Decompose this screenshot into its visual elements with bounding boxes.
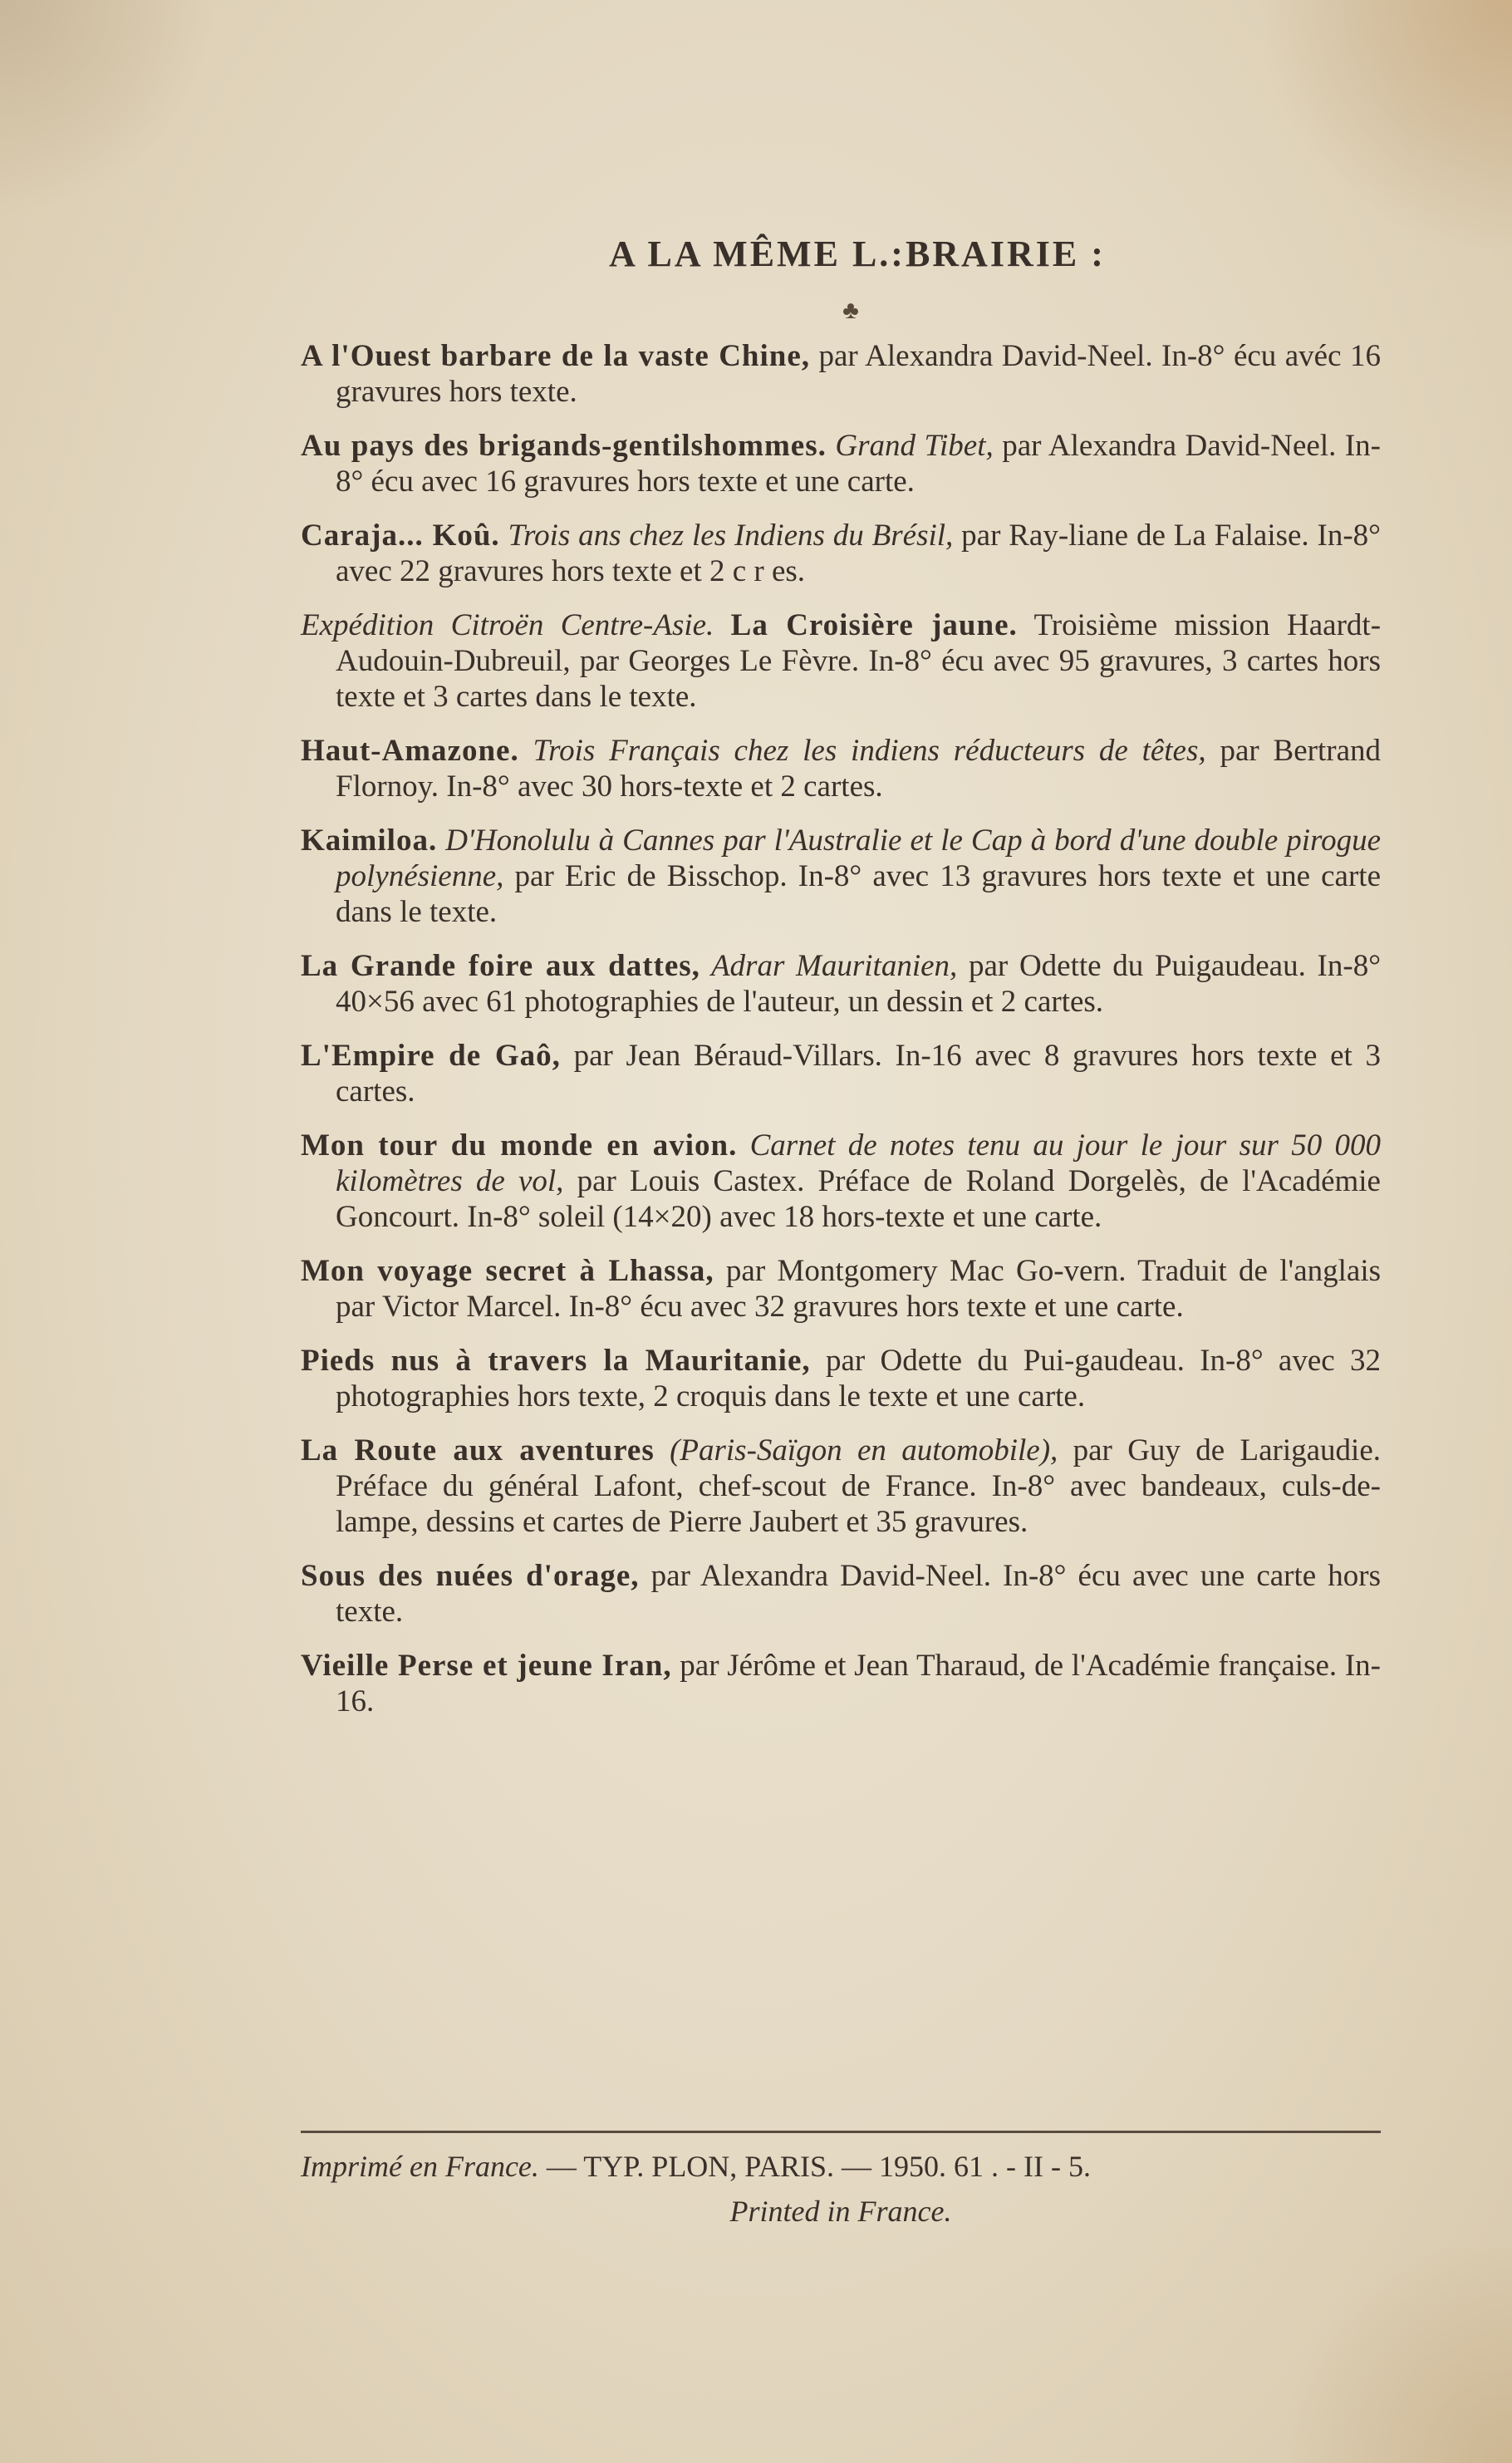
book-title: La Grande foire aux dattes,	[301, 949, 700, 983]
book-details: Troisième mission Haardt-Audouin-Dubreuil, par Georges Le Fèvre. In-8° écu avec 95 gravures, 3 cartes hors texte et 3 cartes dans le texte.	[336, 608, 1382, 714]
book-subtitle: Trois Français chez les indiens réducteurs de têtes,	[518, 734, 1206, 768]
book-entry	[301, 1433, 1381, 1540]
book-details: par Louis Castex. Préface de Roland Dorgelès, de l'Académie Goncourt. In-8° soleil (14×20) avec 18 hors-texte et une carte.	[336, 1164, 1381, 1234]
book-entry	[301, 1343, 1381, 1414]
book-details: par Alexandra David-Neel. In-8° écu avec une carte hors texte.	[336, 1559, 1381, 1629]
book-subtitle: D'Honolulu à Cannes par l'Australie et le Cap à bord d'une double pirogue polynésienne,	[336, 823, 1381, 893]
book-title: La Route aux aventures	[301, 1433, 655, 1467]
book-entry	[301, 1038, 1381, 1109]
book-details: par Jérôme et Jean Tharaud, de l'Académie française. In-16.	[336, 1649, 1382, 1718]
book-entry	[301, 1558, 1381, 1630]
book-subtitle: Adrar Mauritanien,	[700, 949, 958, 983]
page-heading: A LA MÊME L.:BRAIRIE :	[609, 234, 1106, 274]
book-title: Vieille Perse et jeune Iran,	[301, 1649, 672, 1683]
printer-imprint	[301, 2149, 1381, 2184]
book-title: La Croisière jaune.	[730, 608, 1018, 642]
book-title: Mon voyage secret à Lhassa,	[301, 1254, 714, 1288]
paper-stain-bottom-right	[1263, 2247, 1512, 2463]
book-details: par Odette du Puigaudeau. In-8° 40×56 avec 61 photographies de l'auteur, un dessin et 2 cartes.	[336, 949, 1381, 1019]
book-title: A l'Ouest barbare de la vaste Chine,	[301, 339, 811, 373]
printed-in-france: Printed in France.	[729, 2195, 952, 2228]
book-title: Mon tour du monde en avion.	[301, 1128, 738, 1163]
imprint-country: Imprimé en France.	[301, 2150, 539, 2183]
footer-divider	[301, 2131, 1381, 2133]
book-details: par Alexandra David-Neel. In-8° écu avéc 16 gravures hors texte.	[336, 339, 1381, 409]
book-entry	[301, 518, 1381, 589]
book-details: par Ray-liane de La Falaise. In-8° avec 22 gravures hors texte et 2 c r es.	[336, 519, 1381, 588]
book-subtitle: (Paris-Saïgon en automobile),	[654, 1433, 1058, 1467]
book-list-page	[301, 233, 1381, 1738]
book-title: Kaimiloa.	[301, 823, 438, 858]
book-details: par Montgomery Mac Go-vern. Traduit de l'anglais par Victor Marcel. In-8° écu avec 32 gravures hors texte et une carte.	[336, 1254, 1382, 1324]
book-series: Expédition Citroën Centre-Asie.	[301, 608, 731, 642]
paper-stain-top-left	[0, 0, 216, 216]
imprint-printer: — TYP. PLON, PARIS. — 1950. 61 . - II - 5.	[538, 2150, 1091, 2183]
book-title: L'Empire de Gaô,	[301, 1039, 561, 1073]
book-entry	[301, 1253, 1381, 1325]
book-title: Caraja... Koû.	[301, 519, 500, 553]
book-entry	[301, 428, 1381, 499]
book-title: Haut-Amazone.	[301, 734, 519, 768]
book-subtitle: Grand Tibet,	[826, 429, 994, 463]
book-details: par Guy de Larigaudie. Préface du général Lafont, chef-scout de France. In-8° avec bandeaux, culs-de-lampe, dessins et cartes de Pierre Jaubert et 35 gravures.	[336, 1433, 1381, 1539]
book-title: Sous des nuées d'orage,	[301, 1559, 640, 1593]
book-entry	[301, 338, 1381, 410]
book-entry	[301, 1648, 1381, 1719]
book-subtitle: Carnet de notes tenu au jour le jour sur 50 000 kilomètres de vol,	[336, 1128, 1381, 1198]
book-details: par Alexandra David-Neel. In-8° écu avec 16 gravures hors texte et une carte.	[336, 429, 1381, 499]
book-entry	[301, 948, 1381, 1020]
book-details: par Odette du Pui-gaudeau. In-8° avec 32 photographies hors texte, 2 croquis dans le texte et une carte.	[336, 1344, 1381, 1413]
book-entry	[301, 607, 1381, 715]
book-entry	[301, 823, 1381, 930]
ornament-icon: ♣	[842, 297, 859, 324]
book-title: Pieds nus à travers la Mauritanie,	[301, 1344, 811, 1378]
book-details: par Jean Béraud-Villars. In-16 avec 8 gravures hors texte et 3 cartes.	[336, 1039, 1381, 1109]
paper-stain-top-right	[1246, 0, 1512, 249]
book-entry	[301, 1128, 1381, 1235]
book-title: Au pays des brigands-gentilshommes.	[301, 429, 827, 463]
book-details: par Eric de Bisschop. In-8° avec 13 gravures hors texte et une carte dans le texte.	[336, 859, 1381, 929]
book-subtitle: Trois ans chez les Indiens du Brésil,	[499, 519, 954, 553]
book-entry	[301, 733, 1381, 804]
book-details: par Bertrand Flornoy. In-8° avec 30 hors-texte et 2 cartes.	[336, 734, 1381, 804]
